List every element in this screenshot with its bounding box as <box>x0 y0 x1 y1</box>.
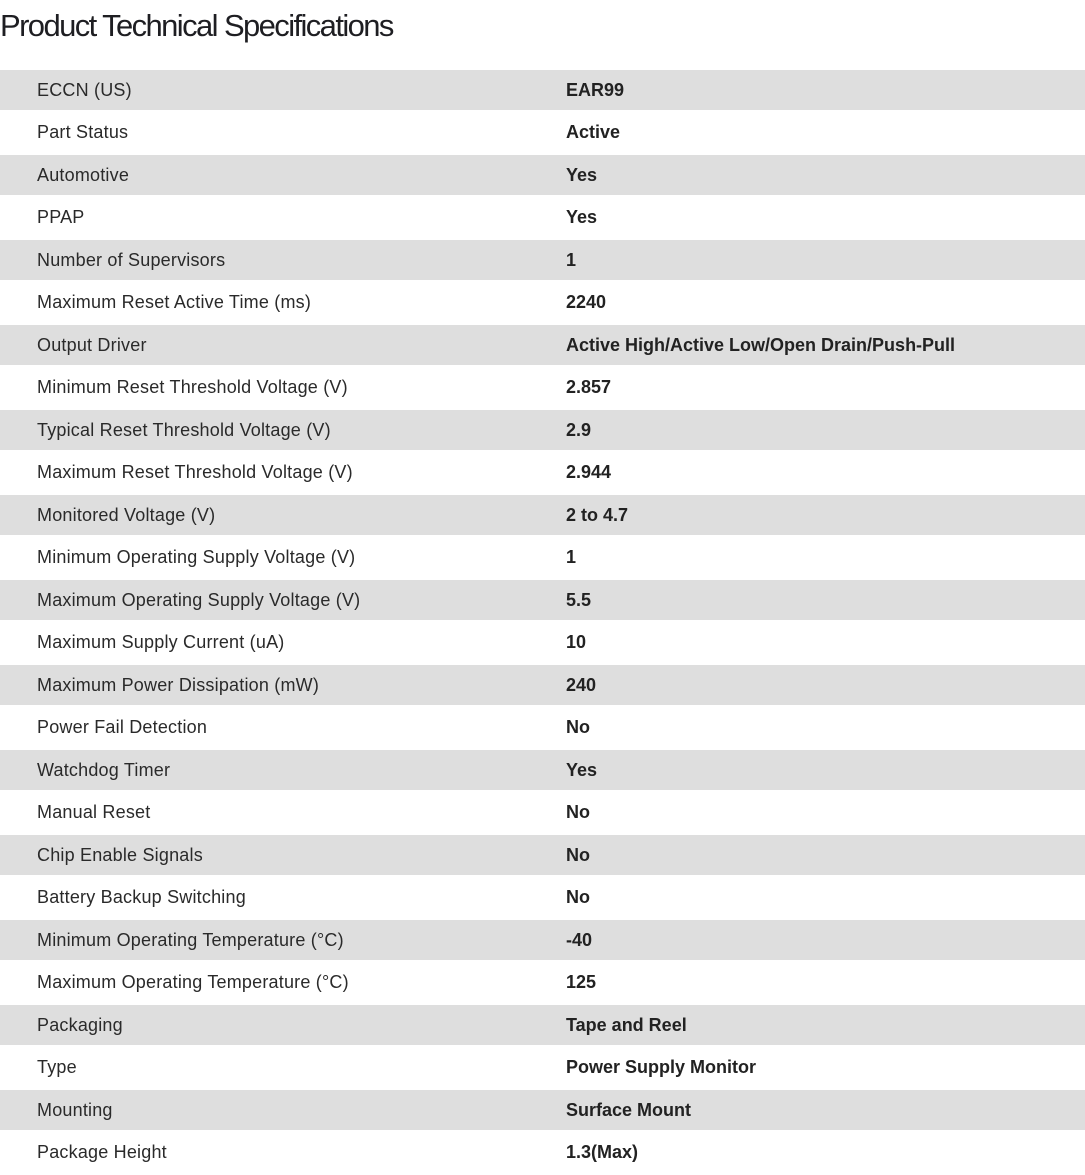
spec-value: Active High/Active Low/Open Drain/Push-Pull <box>566 334 956 355</box>
spec-value: 2.9 <box>566 419 592 440</box>
spec-value: Tape and Reel <box>566 1014 687 1035</box>
spec-label: Minimum Operating Supply Voltage (V) <box>37 547 356 567</box>
spec-label: Power Fail Detection <box>37 717 208 737</box>
spec-value: No <box>566 844 590 865</box>
spec-value: No <box>566 802 590 822</box>
spec-value: Power Supply Monitor <box>566 1057 757 1077</box>
spec-row <box>0 280 1085 325</box>
spec-row <box>0 240 1085 280</box>
spec-value: No <box>566 717 590 737</box>
spec-label: Minimum Operating Temperature (°C) <box>37 929 344 950</box>
spec-value: 2 to 4.7 <box>566 504 629 525</box>
spec-value: 1 <box>566 547 577 567</box>
spec-row <box>0 1045 1085 1090</box>
spec-row <box>0 750 1085 790</box>
spec-row <box>0 495 1085 535</box>
spec-value: Yes <box>566 759 598 780</box>
spec-label: Maximum Operating Temperature (°C) <box>37 972 349 992</box>
spec-row <box>0 70 1085 110</box>
page-title: Product Technical Specifications <box>0 8 393 43</box>
spec-value: 2.944 <box>566 462 612 482</box>
spec-value: 1.3(Max) <box>566 1142 639 1162</box>
spec-row <box>0 1005 1085 1045</box>
spec-row <box>0 1130 1085 1175</box>
spec-label: Mounting <box>37 1099 113 1120</box>
spec-label: Minimum Reset Threshold Voltage (V) <box>37 377 348 397</box>
spec-row <box>0 920 1085 960</box>
spec-value: Surface Mount <box>566 1099 692 1120</box>
spec-label: Number of Supervisors <box>37 249 226 270</box>
spec-row <box>0 110 1085 155</box>
spec-row <box>0 365 1085 410</box>
spec-label: Output Driver <box>37 334 147 355</box>
spec-row <box>0 195 1085 240</box>
spec-row <box>0 410 1085 450</box>
spec-row <box>0 620 1085 665</box>
spec-label: Maximum Power Dissipation (mW) <box>37 674 320 695</box>
spec-label: Manual Reset <box>37 802 151 822</box>
spec-label: Automotive <box>37 164 130 185</box>
spec-value: 2.857 <box>566 377 612 397</box>
spec-row <box>0 875 1085 920</box>
spec-row <box>0 790 1085 835</box>
spec-label: Battery Backup Switching <box>37 887 246 907</box>
spec-label: Maximum Reset Threshold Voltage (V) <box>37 462 353 482</box>
spec-value: No <box>566 887 590 907</box>
spec-label: Typical Reset Threshold Voltage (V) <box>37 419 331 440</box>
spec-value: 1 <box>566 249 577 270</box>
spec-value: -40 <box>566 929 593 950</box>
spec-label: Watchdog Timer <box>37 759 171 780</box>
spec-value: 10 <box>566 632 587 652</box>
spec-value: 125 <box>566 972 597 992</box>
spec-value: Active <box>566 122 621 142</box>
spec-table <box>0 70 1085 1175</box>
spec-row <box>0 960 1085 1005</box>
spec-label: Maximum Reset Active Time (ms) <box>37 292 312 312</box>
spec-label: Part Status <box>37 122 129 142</box>
spec-row <box>0 705 1085 750</box>
spec-row <box>0 155 1085 195</box>
spec-row <box>0 835 1085 875</box>
spec-value: Yes <box>566 164 598 185</box>
spec-label: Package Height <box>37 1142 167 1162</box>
spec-row <box>0 1090 1085 1130</box>
spec-row <box>0 325 1085 365</box>
spec-label: Maximum Operating Supply Voltage (V) <box>37 589 361 610</box>
spec-row <box>0 580 1085 620</box>
spec-value: 2240 <box>566 292 607 312</box>
spec-label: PPAP <box>37 207 85 227</box>
spec-row <box>0 450 1085 495</box>
spec-label: ECCN (US) <box>37 79 132 100</box>
spec-value: Yes <box>566 207 598 227</box>
spec-row <box>0 665 1085 705</box>
spec-row <box>0 535 1085 580</box>
spec-label: Type <box>37 1057 77 1077</box>
spec-value: 240 <box>566 674 597 695</box>
spec-value: 5.5 <box>566 589 592 610</box>
spec-value: EAR99 <box>566 79 625 100</box>
spec-label: Monitored Voltage (V) <box>37 504 216 525</box>
spec-label: Packaging <box>37 1014 123 1035</box>
spec-label: Maximum Supply Current (uA) <box>37 632 285 652</box>
spec-label: Chip Enable Signals <box>37 844 203 865</box>
